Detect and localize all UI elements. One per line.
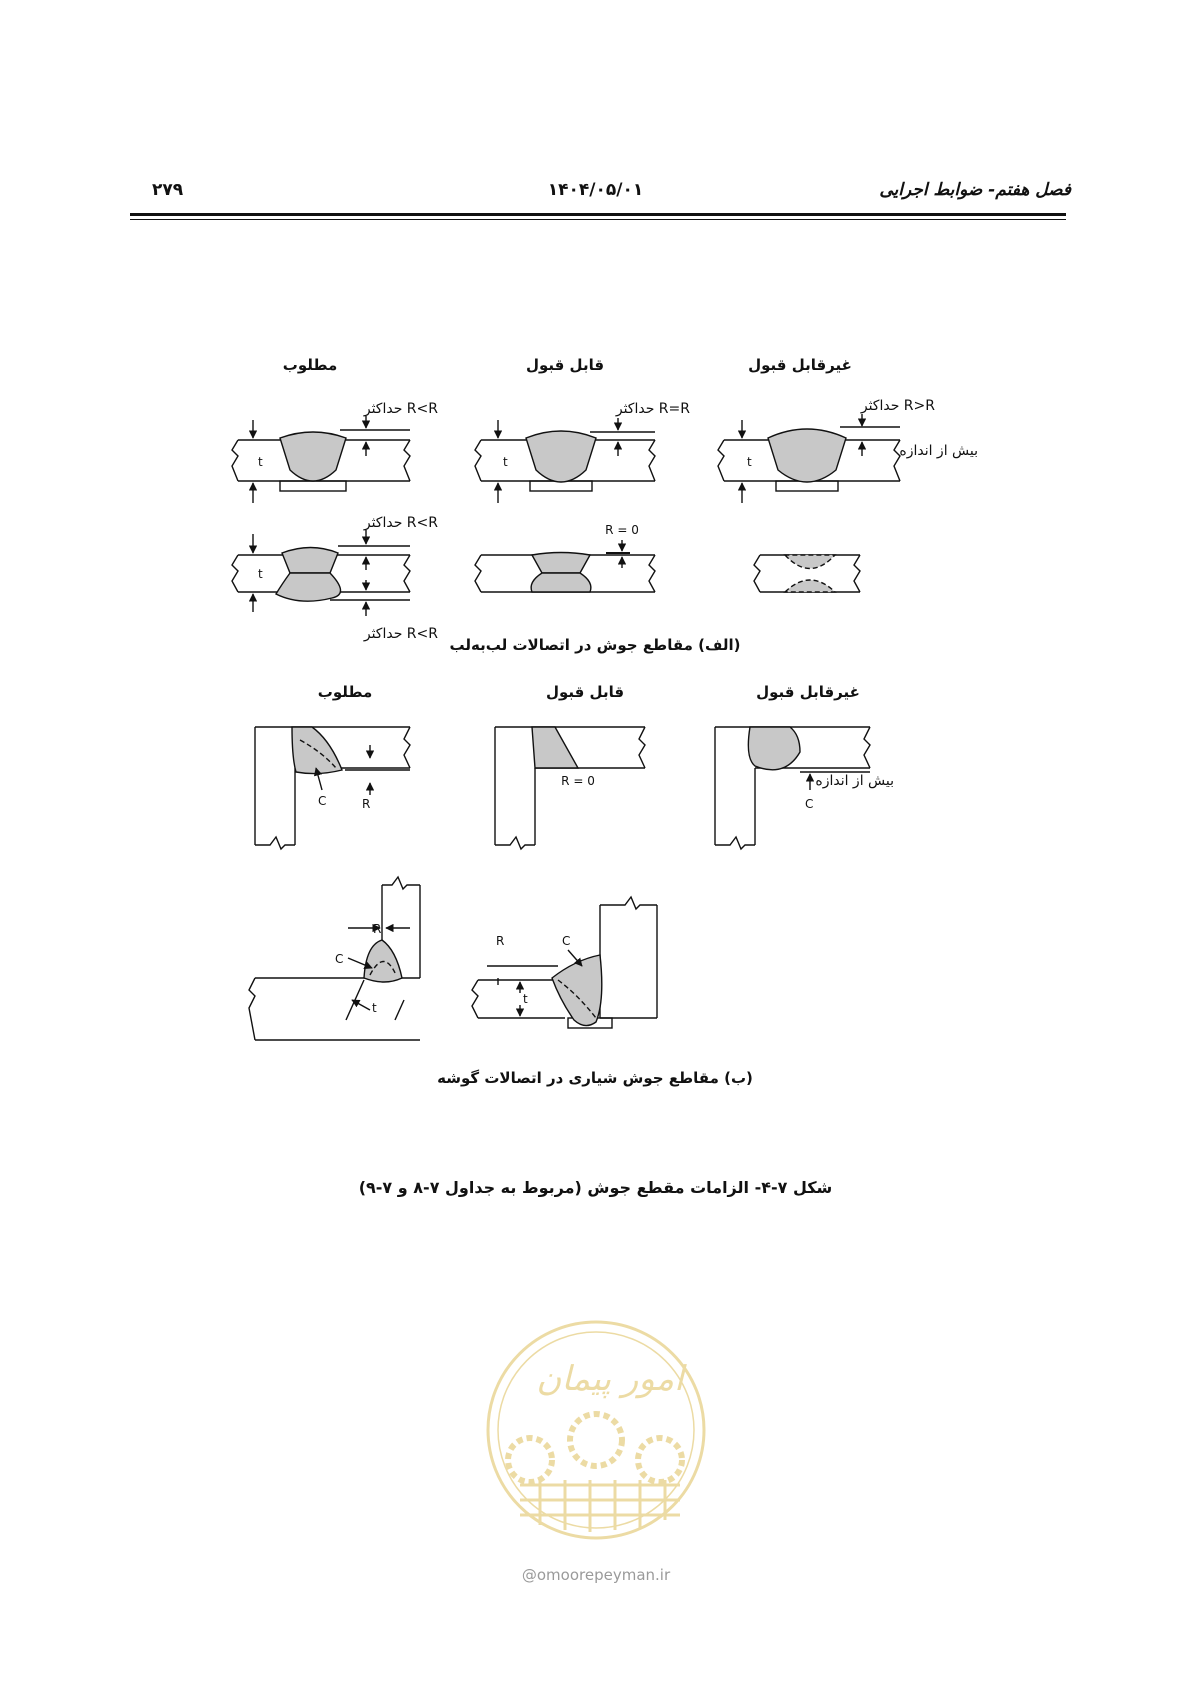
col-header-acceptable-a: قابل قبول — [525, 356, 605, 374]
diagram-label: C — [805, 797, 814, 811]
thickness-label-t: t — [258, 455, 263, 469]
diagram-label: R — [496, 934, 505, 948]
col-header-unacceptable-b: غیرقابل قبول — [756, 683, 860, 701]
corner-label-r: R — [362, 797, 371, 811]
label-max-r-lt: حداکثر R<R — [363, 401, 438, 417]
header-date: ۱۴۰۴/۰۵/۰۱ — [547, 180, 644, 200]
label-r-zero-a: R = 0 — [605, 523, 639, 537]
diagram-label: حداکثر R<R — [363, 626, 438, 642]
watermark-logo — [488, 1322, 704, 1538]
butt-double-acceptable — [475, 540, 655, 592]
page-number: ۲۷۹ — [152, 180, 184, 200]
butt-single-acceptable — [475, 418, 655, 503]
chapter-title: فصل هفتم- ضوابط اجرایی — [879, 180, 1071, 200]
label-max-r-eq: حداکثر R=R — [615, 401, 690, 417]
col-header-desired-b: مطلوب — [317, 683, 373, 701]
corner-desired — [255, 727, 410, 849]
label-excessive-a: بیش از اندازه — [899, 443, 978, 459]
corner-label-c: C — [318, 794, 327, 808]
butt-double-unacceptable — [754, 555, 860, 592]
diagram-label: t — [258, 567, 263, 581]
diagram-label: حداکثر R<R — [363, 515, 438, 531]
subcaption-butt: (الف) مقاطع جوش در اتصالات لب‌به‌لب — [449, 636, 741, 654]
diagram-label: t — [747, 455, 752, 469]
col-header-acceptable-b: قابل قبول — [545, 683, 625, 701]
col-header-unacceptable-a: غیرقابل قبول — [748, 356, 852, 374]
diagram-label: C — [562, 934, 571, 948]
figure-caption: شکل ۷-۴- الزامات مقطع جوش (مربوط به جداول ۷-۸ و ۷-۹) — [358, 1178, 833, 1197]
diagram-label: t — [503, 455, 508, 469]
corner-acceptable — [495, 727, 645, 849]
watermark-brand: امور پیمان — [536, 1359, 684, 1399]
tee-acceptable — [472, 897, 657, 1028]
col-header-desired-a: مطلوب — [282, 356, 338, 374]
diagram-label: t — [372, 1001, 377, 1015]
diagram-label: C — [335, 952, 344, 966]
label-max-r-gt: حداکثر R>R — [860, 398, 935, 414]
label-r-zero-b: R = 0 — [561, 774, 595, 788]
diagram-label: R — [373, 922, 382, 936]
diagram-label: t — [523, 992, 528, 1006]
watermark-site: @omoorepeyman.ir — [521, 1566, 671, 1584]
subcaption-corner: (ب) مقاطع جوش شیاری در اتصالات گوشه — [437, 1069, 753, 1087]
label-excessive-b: بیش از اندازه — [815, 773, 894, 789]
butt-single-unacceptable — [718, 414, 900, 503]
